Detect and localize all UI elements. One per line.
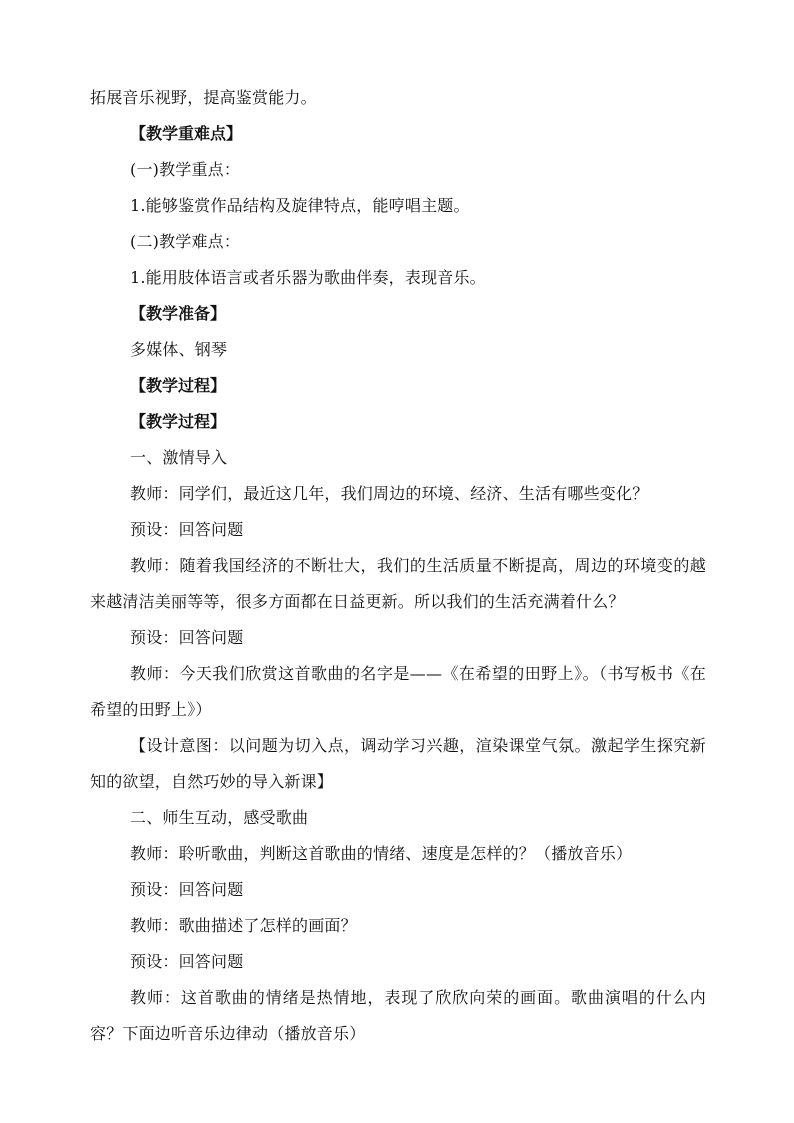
difficult-point-1: 1.能用肢体语言或者乐器为歌曲伴奏，表现音乐。 bbox=[130, 268, 486, 287]
teacher-question-1: 教师：同学们，最近这几年，我们周边的环境、经济、生活有哪些变化？ bbox=[130, 484, 649, 503]
expected-answer-1: 预设：回答问题 bbox=[130, 520, 244, 539]
key-point-1: 1.能够鉴赏作品结构及旋律特点，能哼唱主题。 bbox=[130, 196, 470, 215]
expected-answer-3: 预设：回答问题 bbox=[130, 880, 244, 899]
teacher-question-2: 教师：随着我国经济的不断壮大，我们的生活质量不断提高，周边的环境变的越来越清洁美丽等等，很多方面都在日益更新。所以我们的生活充满着什么？ bbox=[90, 556, 706, 611]
preparation-items: 多媒体、钢琴 bbox=[130, 340, 228, 359]
section-introduction: 一、激情导入 bbox=[130, 448, 228, 467]
subheading-difficult-points: (二)教学难点： bbox=[130, 232, 241, 251]
design-intent: 【设计意图：以问题为切入点，调动学习兴趣，渲染课堂气氛。激起学生探究新知的欲望，自然巧妙的导入新课】 bbox=[90, 736, 706, 791]
heading-process: 【教学过程】 bbox=[130, 376, 227, 395]
teacher-summary: 教师：这首歌曲的情绪是热情地，表现了欣欣向荣的画面。歌曲演唱的什么内容？下面边听音乐边律动（播放音乐） bbox=[90, 988, 706, 1043]
teacher-song-intro: 教师：今天我们欣赏这首歌曲的名字是——《在希望的田野上》。（书写板书《在希望的田野上》） bbox=[90, 664, 706, 719]
section-interaction: 二、师生互动，感受歌曲 bbox=[130, 808, 309, 827]
document-body bbox=[90, 80, 706, 1052]
expected-answer-4: 预设：回答问题 bbox=[130, 952, 244, 971]
teacher-question-4: 教师：歌曲描述了怎样的画面？ bbox=[130, 916, 357, 935]
subheading-key-points: (一)教学重点： bbox=[130, 160, 241, 179]
teacher-question-3: 教师：聆听歌曲，判断这首歌曲的情绪、速度是怎样的？（播放音乐） bbox=[130, 844, 633, 863]
expected-answer-2: 预设：回答问题 bbox=[130, 628, 244, 647]
heading-preparation: 【教学准备】 bbox=[130, 304, 227, 323]
heading-process-repeat: 【教学过程】 bbox=[130, 412, 227, 431]
heading-key-difficult-points: 【教学重难点】 bbox=[130, 124, 243, 143]
paragraph-continuation: 拓展音乐视野，提高鉴赏能力。 bbox=[90, 88, 317, 107]
